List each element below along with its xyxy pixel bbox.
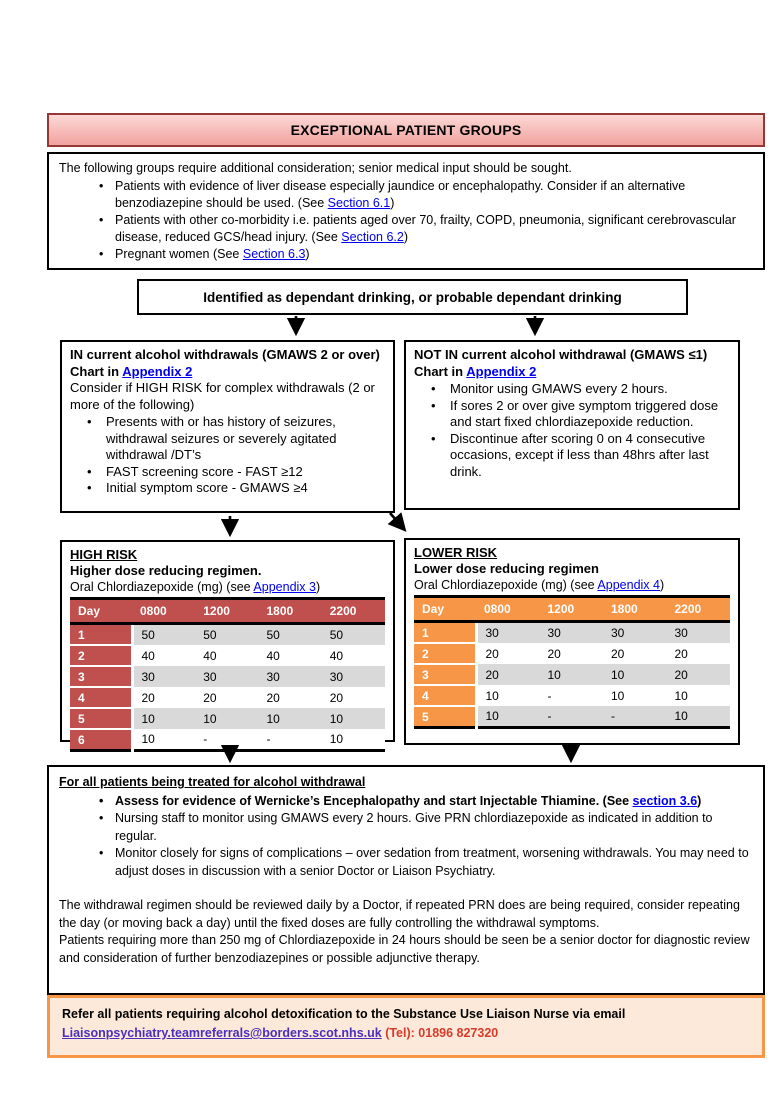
dose-table-value-cell: 30 [603,622,667,644]
caption-text: ) [659,578,665,592]
list-item [115,246,753,263]
dose-table-value-cell: 50 [259,624,322,646]
exceptional-groups-intro: The following groups require additional consideration; senior medical input should be sought. [59,161,572,175]
dose-table-value-cell: 20 [667,643,731,664]
title-text: IN current alcohol withdrawals (GMAWS 2 or over) Chart in [70,347,380,379]
dose-table-value-cell: 30 [195,666,258,687]
lower-risk-heading: LOWER RISK [414,545,498,560]
dose-table-value-cell: 50 [132,624,195,646]
high-risk-dose-table [70,597,385,752]
list-item: • Initial symptom score - GMAWS ≥4 [106,480,385,497]
dose-table-value-cell: 20 [476,664,540,685]
section-6-3-link[interactable]: Section 6.3 [242,247,306,261]
bullet-text: ) [390,196,395,210]
all-patients-box [47,765,765,995]
dose-table-value-cell: 20 [259,687,322,708]
dose-table-day-cell: 5 [414,706,476,728]
dose-table-value-cell: 30 [259,666,322,687]
lower-risk-subheading: Lower dose reducing regimen [414,561,599,576]
list-item [115,178,753,212]
dose-table-day-cell: 3 [414,664,476,685]
dose-table-row [414,643,730,664]
dose-table-value-cell: - [603,706,667,728]
dose-table-day-cell: 4 [414,685,476,706]
dose-table-value-cell: 20 [195,687,258,708]
dose-table-value-cell: 30 [132,666,195,687]
dose-table-value-cell: 10 [132,729,195,751]
bullet-text: Pregnant women (See [115,247,243,261]
dose-table-header-cell: 2200 [322,599,385,624]
dose-table-value-cell: 20 [667,664,731,685]
dose-table-value-cell: 10 [259,708,322,729]
all-patients-heading: For all patients being treated for alcohol withdrawal [59,775,366,789]
in-withdrawal-box [60,340,395,513]
in-withdrawal-subtitle: Consider if HIGH RISK for complex withdrawals (2 or more of the following) [70,380,375,412]
exceptional-groups-list [59,178,753,263]
dose-table-day-cell: 2 [70,645,132,666]
dose-table-value-cell: 30 [476,622,540,644]
all-patients-list [59,793,753,881]
referral-contact-line [62,1024,750,1043]
dose-table-day-cell: 5 [70,708,132,729]
identified-dependant-banner: Identified as dependant drinking, or probable dependant drinking [137,279,688,315]
lower-risk-dose-table [414,595,730,729]
appendix-3-link[interactable]: Appendix 3 [253,580,316,594]
dose-table-day-cell: 1 [414,622,476,644]
dose-table-value-cell: 30 [667,622,731,644]
dose-table-header-cell: 1800 [603,597,667,622]
dose-table-row [414,622,730,644]
dose-table-row [70,708,385,729]
referral-footer [47,995,765,1058]
bullet-text: Patients with evidence of liver disease especially jaundice or encephalopathy. Consider if an alternative benzodiazepine should be used. (See [115,179,686,210]
section-3-6-link[interactable]: section 3.6 [632,793,698,808]
caption-text: ) [315,580,321,594]
dose-table-day-cell: 3 [70,666,132,687]
section-6-2-link[interactable]: Section 6.2 [341,230,404,244]
list-item [115,793,753,811]
dose-table-row [70,645,385,666]
exceptional-groups-box [47,152,765,270]
list-item: • FAST screening score - FAST ≥12 [106,464,385,481]
list-item: • Discontinue after scoring 0 on 4 consecutive occasions, except if less than 48hrs after last drink. [450,431,730,481]
dose-table-value-cell: 10 [603,685,667,706]
dose-table-day-cell: 2 [414,643,476,664]
dose-table-header-cell: 2200 [667,597,731,622]
dose-table-value-cell: - [195,729,258,751]
list-item: • Monitor using GMAWS every 2 hours. [450,381,730,398]
dose-table-value-cell: 10 [132,708,195,729]
dose-table-value-cell: 10 [667,685,731,706]
arrow-to-lower-risk [390,513,403,528]
dose-table-value-cell: 20 [322,687,385,708]
dose-table-day-cell: 6 [70,729,132,751]
not-in-withdrawal-title [414,347,730,380]
lower-risk-box [404,538,740,745]
referral-email-link[interactable]: Liaisonpsychiatry.teamreferrals@borders.scot.nhs.uk [62,1026,382,1040]
in-withdrawal-list [70,414,385,497]
dose-table-header-cell: 1200 [195,599,258,624]
dose-table-row [70,687,385,708]
dose-table-day-cell: 4 [70,687,132,708]
title-text: NOT IN current alcohol withdrawal (GMAWS ≤1) Chart in [414,347,708,379]
in-withdrawal-title [70,347,385,380]
dose-table-header-cell: Day [414,597,476,622]
high-risk-heading: HIGH RISK [70,547,138,562]
dose-table-value-cell: 50 [195,624,258,646]
dose-table-row [70,729,385,751]
list-item: • Presents with or has history of seizures, withdrawal seizures or severely agitated withdrawal /DT’s [106,414,385,464]
dose-limit-paragraph: Patients requiring more than 250 mg of Chlordiazepoxide in 24 hours should be seen be a senior doctor for diagnostic review and consideration of further benzodiazepines or possible adjunctive therapy. [59,933,750,965]
appendix-2-link[interactable]: Appendix 2 [466,363,537,379]
lower-risk-caption [414,577,730,593]
dose-table-value-cell: 10 [476,706,540,728]
page-title: EXCEPTIONAL PATIENT GROUPS [47,113,765,147]
dose-table-header-cell: 1200 [540,597,604,622]
dose-table-value-cell: 30 [540,622,604,644]
dose-table-header-cell: 0800 [132,599,195,624]
dose-table-value-cell: - [259,729,322,751]
dose-table-header-cell: 1800 [259,599,322,624]
dose-table-value-cell: 20 [476,643,540,664]
dose-table-value-cell: 40 [322,645,385,666]
dose-table-value-cell: 20 [540,643,604,664]
high-risk-box [60,540,395,747]
dose-table-value-cell: 50 [322,624,385,646]
list-item [115,212,753,246]
bullet-text: Patients with other co-morbidity i.e. patients aged over 70, frailty, COPD, pneumonia, significant cerebrovascular disease, reduced GCS/head injury. (See [115,213,736,244]
high-risk-caption [70,579,385,595]
dose-table-value-cell: 10 [540,664,604,685]
bullet-text: ) [403,230,409,244]
appendix-4-link[interactable]: Appendix 4 [597,578,660,592]
dose-table-day-cell: 1 [70,624,132,646]
dose-table-value-cell: 10 [603,664,667,685]
section-6-1-link[interactable]: Section 6.1 [327,196,391,210]
caption-text: Oral Chlordiazepoxide (mg) (see [70,580,254,594]
bullet-text: Assess for evidence of Wernicke’s Encephalopathy and start Injectable Thiamine. (See [115,793,633,808]
dose-table-value-cell: 40 [195,645,258,666]
dose-table-value-cell: - [540,685,604,706]
dose-table-value-cell: 30 [322,666,385,687]
dose-table-value-cell: 10 [322,708,385,729]
bullet-text: ) [305,247,310,261]
dose-table-row [70,666,385,687]
bullet-text: ) [697,793,702,808]
dose-table-value-cell: 20 [132,687,195,708]
list-item: • Monitor closely for signs of complications – over sedation from treatment, worsening withdrawals. You may need to adjust doses in discussion with a senior Doctor or Liaison Psychiatry. [115,845,753,880]
not-in-withdrawal-box [404,340,740,510]
dose-table-row [414,664,730,685]
dose-table-value-cell: 10 [195,708,258,729]
dose-table-value-cell: 40 [132,645,195,666]
dose-table-value-cell: 10 [667,706,731,728]
referral-phone: (Tel): 01896 827320 [381,1026,499,1040]
appendix-2-link[interactable]: Appendix 2 [122,363,193,379]
dose-table-row [414,685,730,706]
dose-table-value-cell: 10 [476,685,540,706]
list-item: • Nursing staff to monitor using GMAWS every 2 hours. Give PRN chlordiazepoxide as indicated in addition to regular. [115,810,753,845]
review-paragraph: The withdrawal regimen should be reviewed daily by a Doctor, if repeated PRN does are being required, consider repeating the day (or moving back a day) until the fixed doses are fully controlling the withdrawal symptoms. [59,898,740,930]
dose-table-value-cell: - [540,706,604,728]
dose-table-header-cell: Day [70,599,132,624]
high-risk-subheading: Higher dose reducing regimen. [70,563,262,578]
dose-table-row [70,624,385,646]
referral-text: Refer all patients requiring alcohol detoxification to the Substance Use Liaison Nurse via email [62,1007,626,1021]
dose-table-row [414,706,730,728]
dose-table-value-cell: 20 [603,643,667,664]
dose-table-value-cell: 10 [322,729,385,751]
dose-table-header-cell: 0800 [476,597,540,622]
not-in-withdrawal-list [414,381,730,480]
dose-table-value-cell: 40 [259,645,322,666]
caption-text: Oral Chlordiazepoxide (mg) (see [414,578,598,592]
list-item: • If sores 2 or over give symptom triggered dose and start fixed chlordiazepoxide reduction. [450,398,730,431]
